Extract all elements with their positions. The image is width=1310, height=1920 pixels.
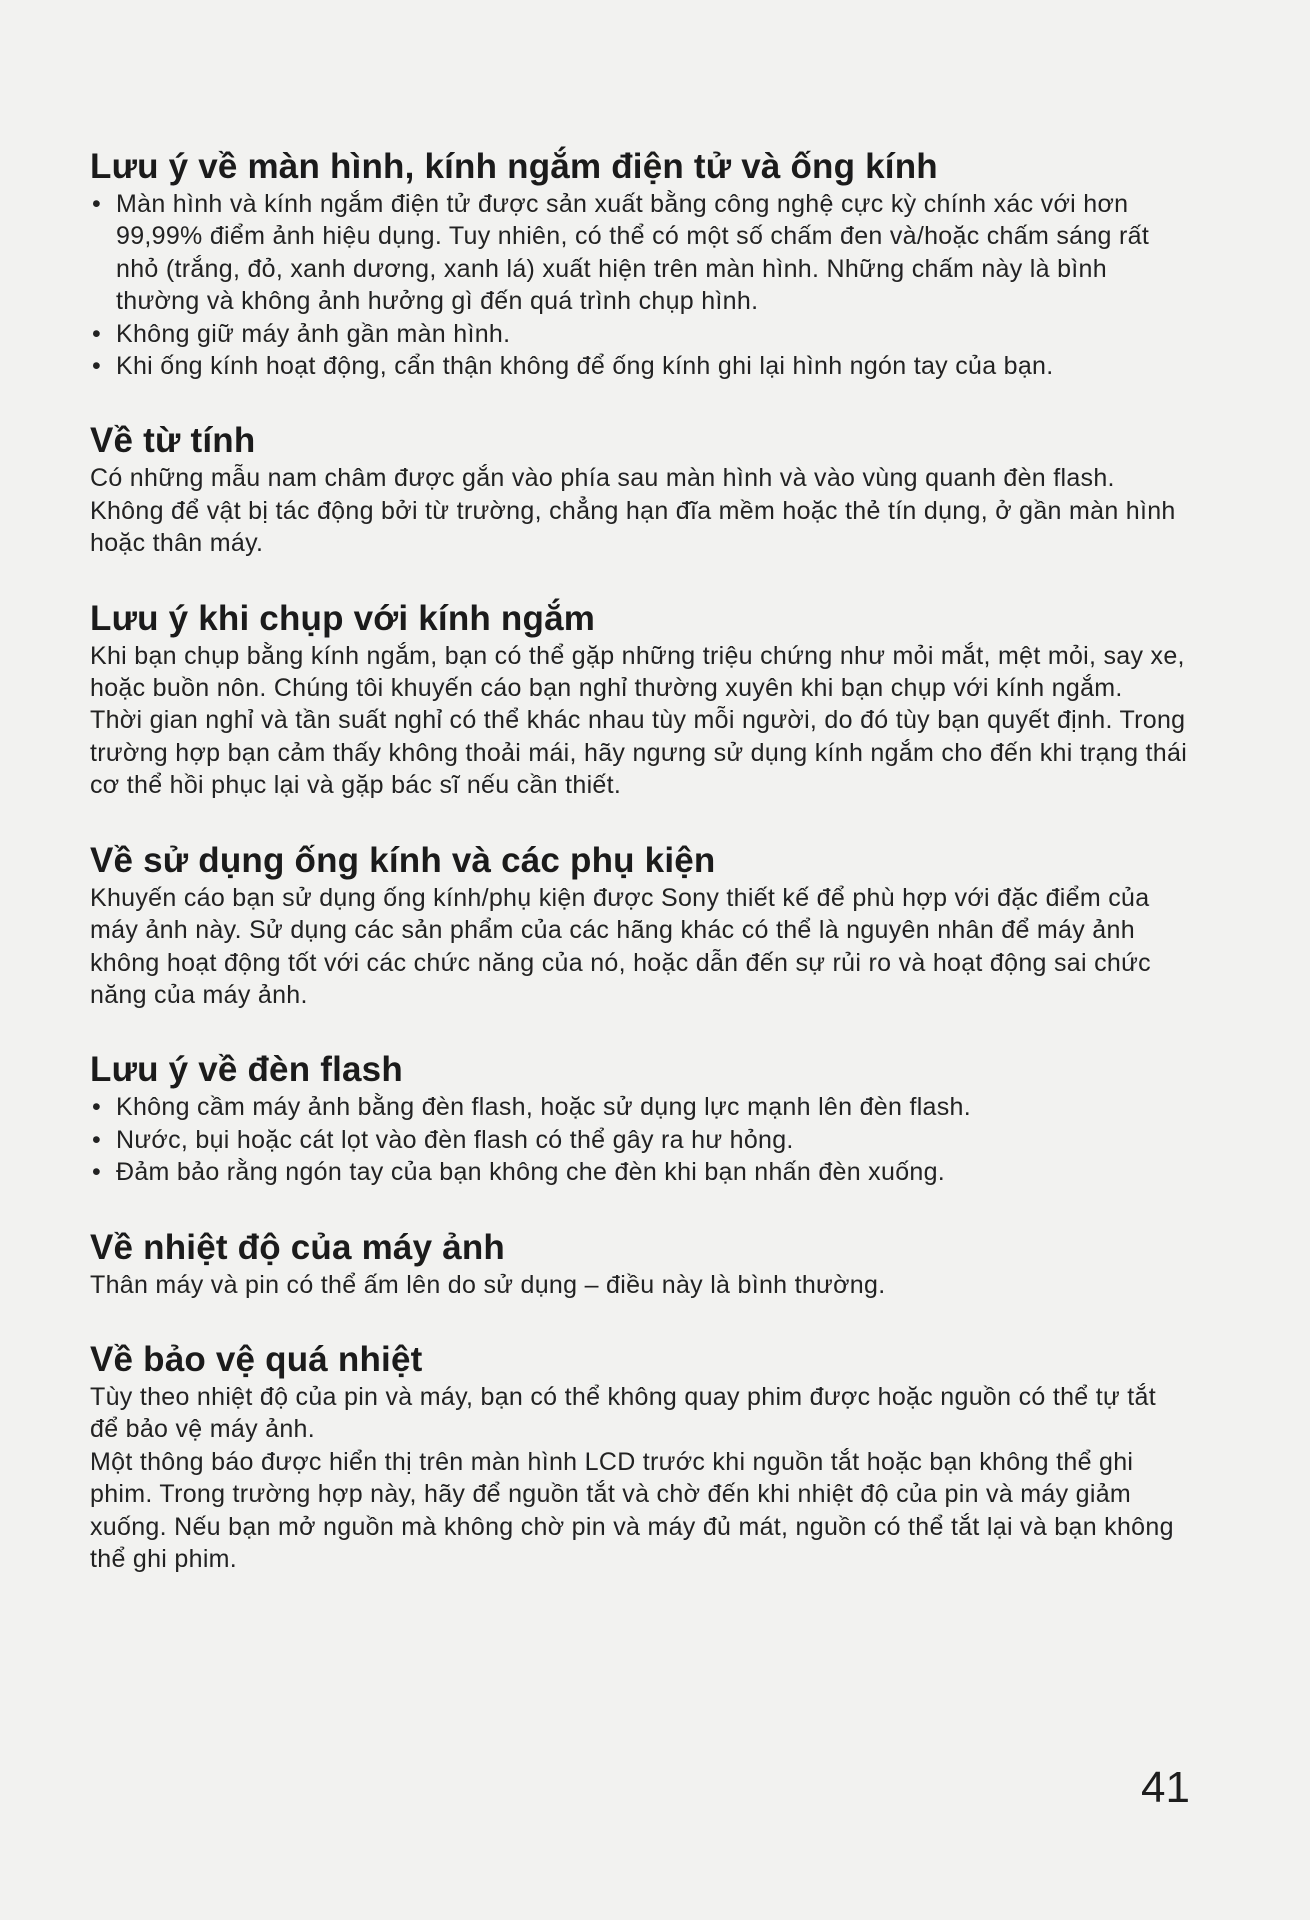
section-lenses-accessories bbox=[90, 840, 1190, 1012]
section-title: Lưu ý về đèn flash bbox=[90, 1050, 403, 1090]
bullet-dot: • bbox=[92, 190, 102, 218]
bullet-dot: • bbox=[92, 352, 102, 381]
bullet-dot: • bbox=[92, 1158, 102, 1187]
section-magnetism bbox=[90, 420, 1190, 559]
section-display-viewfinder-lens bbox=[90, 146, 1190, 382]
section-title: Lưu ý về màn hình, kính ngắm điện tử và ống kính bbox=[90, 147, 938, 186]
section-overheat-protection bbox=[90, 1339, 1190, 1575]
section-flash bbox=[90, 1049, 1190, 1188]
bullet-dot: • bbox=[92, 319, 102, 348]
paragraph: Khuyến cáo bạn sử dụng ống kính/phụ kiện được Sony thiết kế để phù hợp với đặc điểm của máy ảnh này. Sử dụng các sản phẩm của các hãng khác có thể là nguyên nhân để máy ảnh không hoạt động tốt với các chức năng của nó, hoặc dẫn đến sự rủi ro và hoạt động sai chức năng của máy ảnh. bbox=[90, 883, 1151, 1009]
bullet-dot: • bbox=[92, 1093, 102, 1122]
list-item: • Khi ống kính hoạt động, cẩn thận không để ống kính ghi lại hình ngón tay của bạn. bbox=[90, 350, 1190, 382]
list-item: • Không cầm máy ảnh bằng đèn flash, hoặc sử dụng lực mạnh lên đèn flash. bbox=[90, 1091, 1190, 1123]
page-number: 41 bbox=[1141, 1763, 1190, 1812]
section-title: Về từ tính bbox=[90, 421, 256, 461]
list-item: • Không giữ máy ảnh gần màn hình. bbox=[90, 318, 1190, 350]
paragraph: Thân máy và pin có thể ấm lên do sử dụng – điều này là bình thường. bbox=[90, 1270, 886, 1299]
bullet-list bbox=[90, 188, 1190, 382]
section-title: Về bảo vệ quá nhiệt bbox=[90, 1339, 423, 1379]
list-item: • Màn hình và kính ngắm điện tử được sản xuất bằng công nghệ cực kỳ chính xác với hơn 99,99% điểm ảnh hiệu dụng. Tuy nhiên, có thể có một số chấm đen và/hoặc chấm sáng rất nhỏ (trắng, đỏ, xanh dương, xanh lá) xuất hiện trên màn hình. Những chấm này là bình thường và không ảnh hưởng gì đến quá trình chụp hình. bbox=[92, 190, 1150, 316]
paragraph: Có những mẫu nam châm được gắn vào phía sau màn hình và vào vùng quanh đèn flash. Không để vật bị tác động bởi từ trường, chẳng hạn đĩa mềm hoặc thẻ tín dụng, ở gần màn hình hoặc thân máy. bbox=[90, 464, 1176, 558]
paragraph: Thời gian nghỉ và tần suất nghỉ có thể khác nhau tùy mỗi người, do đó tùy bạn quyết định. Trong trường hợp bạn cảm thấy không thoải mái, hãy ngưng sử dụng kính ngắm cho đến khi trạng thái cơ thể hồi phục lại và gặp bác sĩ nếu cần thiết. bbox=[90, 706, 1188, 800]
section-title: Về nhiệt độ của máy ảnh bbox=[90, 1227, 505, 1267]
paragraph: Khi bạn chụp bằng kính ngắm, bạn có thể gặp những triệu chứng như mỏi mắt, mệt mỏi, say xe, hoặc buồn nôn. Chúng tôi khuyến cáo bạn nghỉ thường xuyên khi bạn chụp với kính ngắm. bbox=[90, 641, 1185, 703]
list-item: • Đảm bảo rằng ngón tay của bạn không che đèn khi bạn nhấn đèn xuống. bbox=[90, 1156, 1190, 1188]
document-page bbox=[90, 146, 1190, 1613]
section-viewfinder-shooting bbox=[90, 598, 1190, 802]
paragraph: Một thông báo được hiển thị trên màn hình LCD trước khi nguồn tắt hoặc bạn không thể ghi phim. Trong trường hợp này, hãy để nguồn tắt và chờ đến khi nhiệt độ của pin và máy giảm xuống. Nếu bạn mở nguồn mà không chờ pin và máy đủ mát, nguồn có thể tắt lại và bạn không thể ghi phim. bbox=[90, 1447, 1174, 1573]
list-item: • Nước, bụi hoặc cát lọt vào đèn flash có thể gây ra hư hỏng. bbox=[90, 1124, 1190, 1156]
paragraph: Tùy theo nhiệt độ của pin và máy, bạn có thể không quay phim được hoặc nguồn có thể tự tắt để bảo vệ máy ảnh. bbox=[90, 1382, 1156, 1444]
section-title: Về sử dụng ống kính và các phụ kiện bbox=[90, 840, 716, 880]
section-camera-temperature bbox=[90, 1227, 1190, 1301]
bullet-dot: • bbox=[92, 1125, 102, 1154]
bullet-list bbox=[90, 1091, 1190, 1188]
section-title: Lưu ý khi chụp với kính ngắm bbox=[90, 598, 596, 638]
